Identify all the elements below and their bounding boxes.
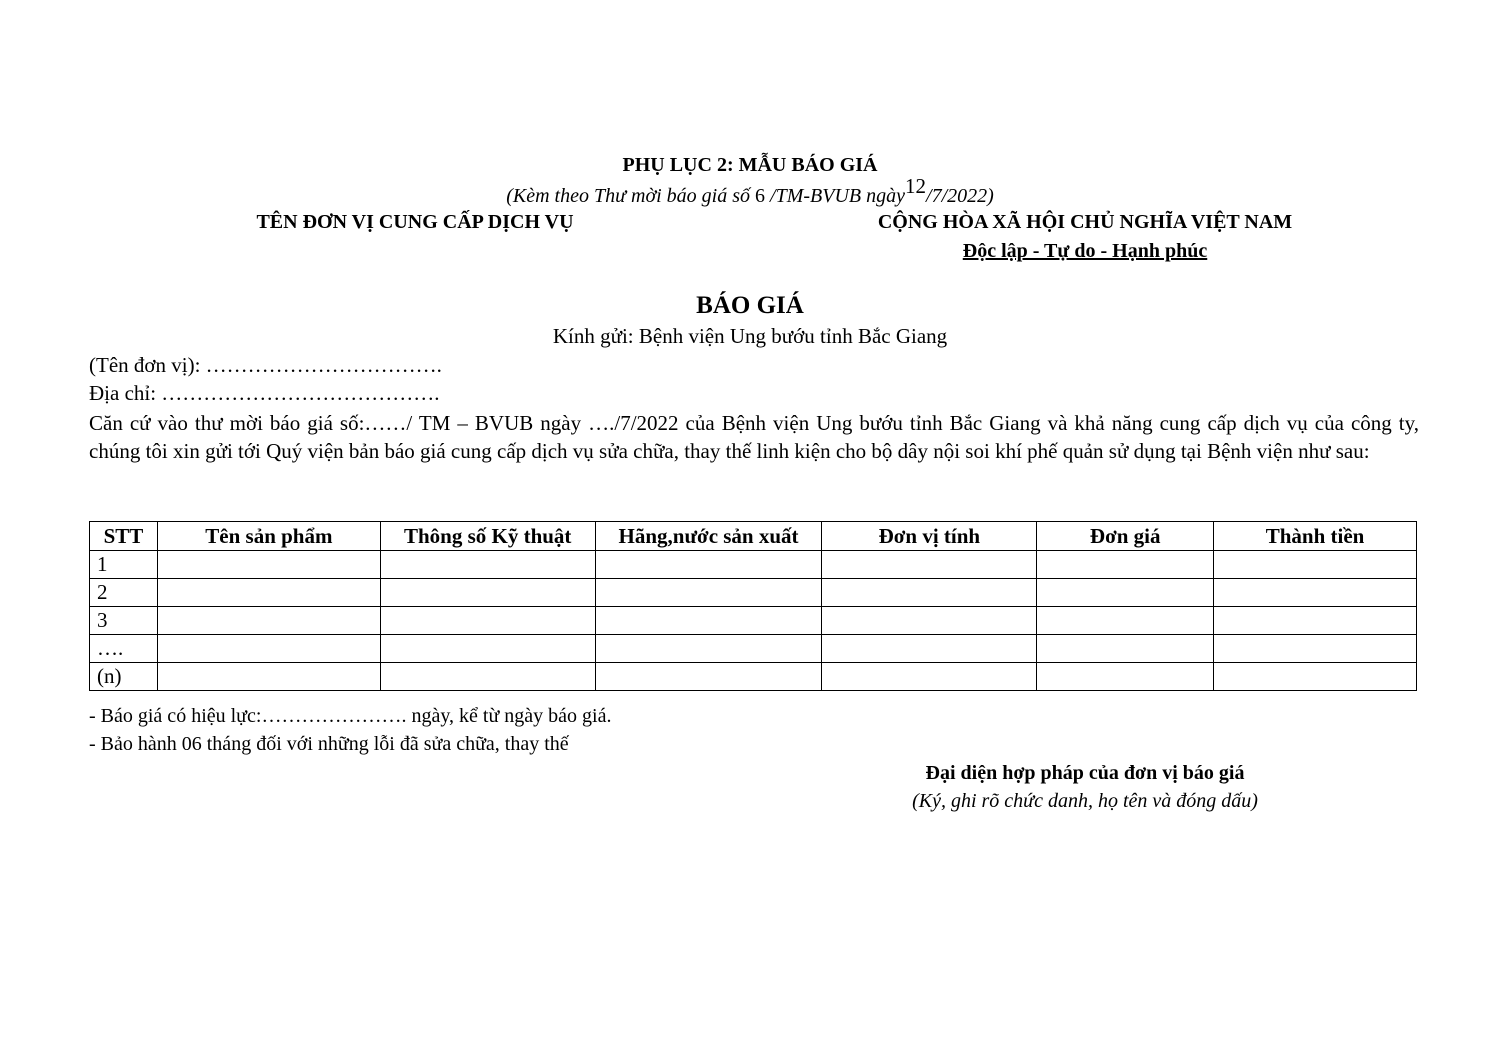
manufacturer-cell [595,579,822,607]
appendix-title: PHỤ LỤC 2: MẪU BÁO GIÁ [622,154,878,176]
total-cell [1214,551,1417,579]
signature-title: Đại diện hợp pháp của đơn vị báo giá [925,762,1245,784]
header-stt: STT [90,522,158,551]
product-name-cell [157,551,380,579]
specifications-cell [380,607,595,635]
unit-price-cell [1037,551,1214,579]
total-cell [1214,663,1417,691]
unit-cell [822,551,1037,579]
manufacturer-cell [595,635,822,663]
basis-paragraph: Căn cứ vào thư mời báo giá số:……/ TM – BVUB ngày …./7/2022 của Bệnh viện Ung bướu tỉnh Bắc Giang và khả năng cung cấp dịch vụ của công ty, chúng tôi xin gửi tới Quý viện bản báo giá cung cấp dịch vụ sửa chữa, thay thế linh kiện cho bộ dây nội soi khí phế quản sử dụng tại Bệnh viện như sau: [89,411,1419,463]
row-stt: 3 [90,607,158,635]
unit-cell [822,663,1037,691]
attachment-number: 6 [755,185,766,207]
provider-name: TÊN ĐƠN VỊ CUNG CẤP DỊCH VỤ [256,211,574,233]
table-row [90,551,1417,579]
table-row [90,635,1417,663]
table-row [90,579,1417,607]
specifications-cell [380,579,595,607]
header-unit: Đơn vị tính [822,522,1037,551]
product-name-cell [157,635,380,663]
unit-price-cell [1037,635,1214,663]
row-stt: 2 [90,579,158,607]
quotation-table [89,521,1417,691]
unit-price-cell [1037,663,1214,691]
header-manufacturer: Hãng,nước sản xuất [595,522,822,551]
product-name-cell [157,663,380,691]
header-specifications: Thông số Kỹ thuật [380,522,595,551]
unit-name-line: (Tên đơn vị): ……………………………. [89,353,442,377]
specifications-cell [380,663,595,691]
row-stt: 1 [90,551,158,579]
national-motto: Độc lập - Tự do - Hạnh phúc [962,240,1208,262]
row-stt: …. [90,635,158,663]
address-line: Địa chỉ: …………………………………. [89,381,440,405]
unit-cell [822,607,1037,635]
product-name-cell [157,607,380,635]
attachment-suffix: /7/2022) [926,185,994,207]
nation-name: CỘNG HÒA XÃ HỘI CHỦ NGHĨA VIỆT NAM [877,211,1293,233]
attachment-day: 12 [905,174,927,198]
manufacturer-cell [595,663,822,691]
table-row [90,663,1417,691]
attachment-prefix: (Kèm theo Thư mời báo giá số [506,185,756,207]
unit-price-cell [1037,579,1214,607]
product-name-cell [157,579,380,607]
total-cell [1214,579,1417,607]
specifications-cell [380,551,595,579]
table-row [90,607,1417,635]
manufacturer-cell [595,551,822,579]
signature-hint: (Ký, ghi rõ chức danh, họ tên và đóng dấu) [912,790,1258,812]
warranty-note: - Bảo hành 06 tháng đối với những lỗi đã sửa chữa, thay thế [89,733,569,755]
recipient-line: Kính gửi: Bệnh viện Ung bướu tỉnh Bắc Giang [552,324,948,348]
unit-cell [822,635,1037,663]
table-header-row [90,522,1417,551]
unit-cell [822,579,1037,607]
document-title: BÁO GIÁ [696,292,804,319]
header-total: Thành tiền [1214,522,1417,551]
header-unit-price: Đơn giá [1037,522,1214,551]
validity-note: - Báo giá có hiệu lực:…………………. ngày, kể từ ngày báo giá. [89,705,612,727]
total-cell [1214,635,1417,663]
total-cell [1214,607,1417,635]
unit-price-cell [1037,607,1214,635]
manufacturer-cell [595,607,822,635]
attachment-middle: /TM-BVUB ngày [765,185,906,207]
header-product-name: Tên sản phẩm [157,522,380,551]
attachment-reference [506,174,994,208]
row-stt: (n) [90,663,158,691]
specifications-cell [380,635,595,663]
